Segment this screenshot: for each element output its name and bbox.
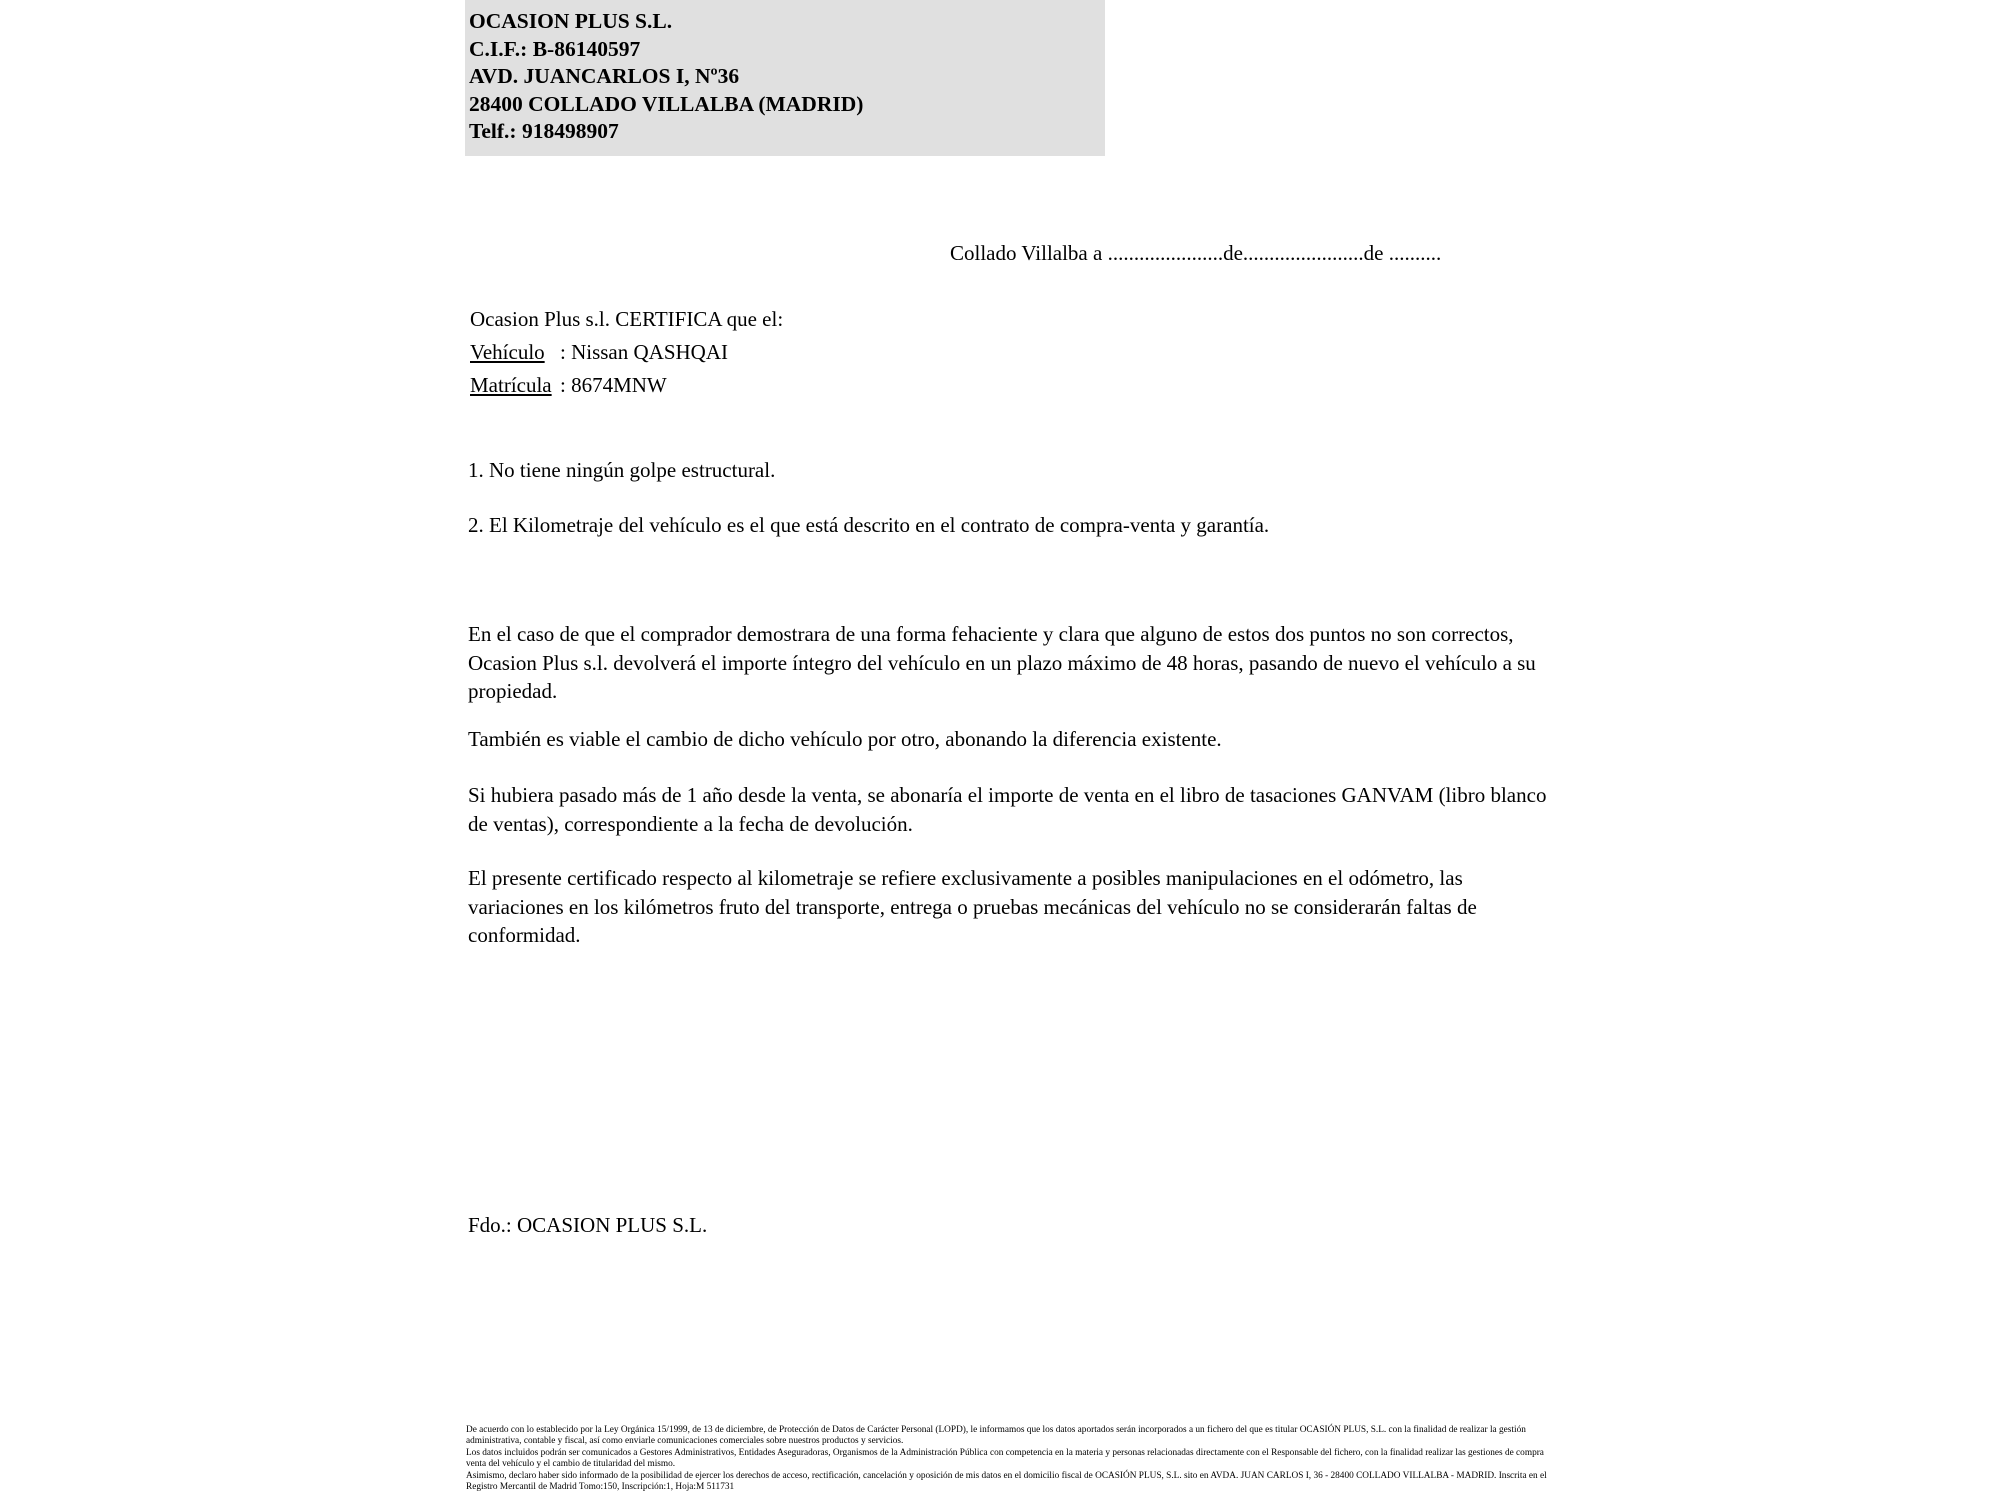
- vehicle-label: Vehículo: [470, 340, 545, 364]
- point-item: 2. El Kilometraje del vehículo es el que está descrito en el contrato de compra-venta y garantía.: [468, 513, 1270, 537]
- date-line: Collado Villalba a ......................de.......................de ..........: [950, 241, 1442, 265]
- vehicle-value: : Nissan QASHQAI: [560, 340, 728, 364]
- vehicle-row: [470, 336, 783, 369]
- paragraph: Si hubiera pasado más de 1 año desde la venta, se abonaría el importe de venta en el libro de tasaciones GANVAM (libro blanco de ventas), correspondiente a la fecha de devolución.: [468, 783, 1547, 836]
- letterhead-block: [465, 0, 1105, 156]
- company-address: AVD. JUANCARLOS I, Nº36: [469, 64, 740, 88]
- company-city: 28400 COLLADO VILLALBA (MADRID): [469, 91, 864, 116]
- signature-line: Fdo.: OCASION PLUS S.L.: [468, 1213, 708, 1237]
- plate-row: [470, 369, 783, 402]
- paragraph: También es viable el cambio de dicho vehículo por otro, abonando la diferencia existente.: [468, 727, 1222, 751]
- plate-label: Matrícula: [470, 373, 552, 397]
- plate-value: : 8674MNW: [560, 373, 667, 397]
- company-cif: C.I.F.: B-86140597: [469, 36, 641, 61]
- legal-footer: [466, 1425, 1551, 1493]
- company-phone: Telf.: 918498907: [469, 119, 619, 143]
- legal-line: Los datos incluidos podrán ser comunicados a Gestores Administrativos, Entidades Aseguradoras, Organismos de la Administración Pública con competencia en la materia y personas relacionadas directamente con el Responsable del fichero, con la finalidad realizar las gestiones de compra venta del vehículo y el cambio de titularidad del mismo.: [466, 1447, 1544, 1470]
- legal-line: Asimismo, declaro haber sido informado de la posibilidad de ejercer los derechos de acceso, rectificación, cancelación y oposición de mis datos en el domicilio fiscal de OCASIÓN PLUS, S.L. sito en AVDA. JUAN CARLOS I, 36 - 28400 COLLADO VILLALBA - MADRID. Inscrita en el Registro Mercantil de Madrid Tomo:150, Inscripción:1, Hoja:M 511731: [466, 1470, 1547, 1493]
- paragraph: En el caso de que el comprador demostrara de una forma fehaciente y clara que alguno de estos dos puntos no son correctos, Ocasion Plus s.l. devolverá el importe íntegro del vehículo en un plazo máximo de 48 horas, pasando de nuevo el vehículo a su propiedad.: [468, 622, 1536, 703]
- company-name: OCASION PLUS S.L.: [469, 9, 673, 33]
- certifica-block: [470, 303, 783, 402]
- point-item: 1. No tiene ningún golpe estructural.: [468, 458, 776, 482]
- paragraph: El presente certificado respecto al kilometraje se refiere exclusivamente a posibles manipulaciones en el odómetro, las variaciones en los kilómetros fruto del transporte, entrega o pruebas mecánicas del vehículo no se considerarán faltas de conformidad.: [468, 866, 1477, 947]
- certifica-intro: Ocasion Plus s.l. CERTIFICA que el:: [470, 307, 784, 331]
- legal-line: De acuerdo con lo establecido por la Ley Orgánica 15/1999, de 13 de diciembre, de Protección de Datos de Carácter Personal (LOPD), le informamos que los datos aportados serán incorporados a un fichero del que es titular OCASIÓN PLUS, S.L. con la finalidad de realizar la gestión administrativa, contable y fiscal, así como enviarle comunicaciones comerciales sobre nuestros productos y servicios.: [466, 1425, 1526, 1447]
